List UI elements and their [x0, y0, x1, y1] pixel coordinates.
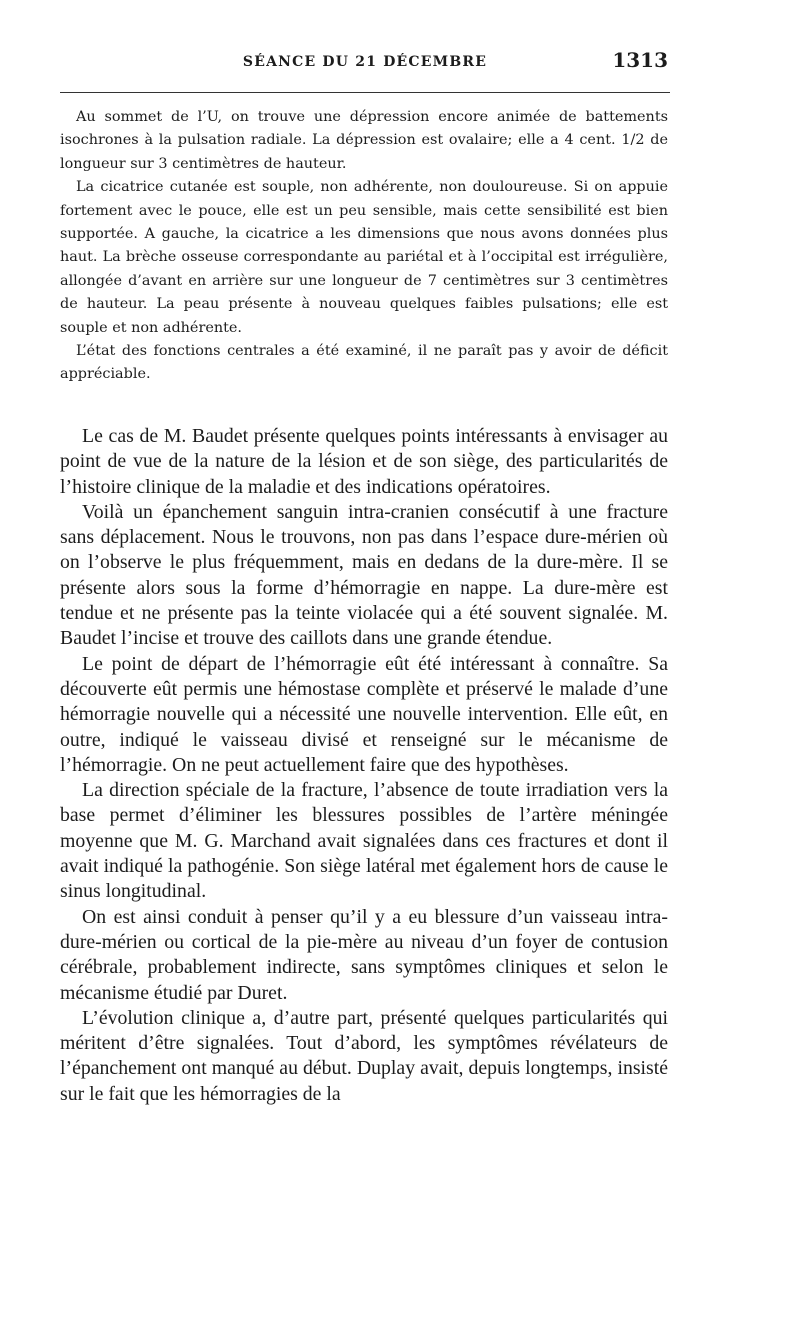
discussion-paragraph: Le point de départ de l’hémorragie eût été intéressant à connaître. Sa découverte eût permis une hémostase complète et préservé le malade d’une hémorragie nouvelle qui a nécessité une nouvelle intervention. Elle eût, en outre, indiqué le vaisseau divisé et renseigné sur le mécanisme de l’hémorragie. On ne peut actuellement faire que des hypothèses.	[60, 652, 668, 776]
page	[60, 0, 670, 1340]
discussion-paragraph: La direction spéciale de la fracture, l’absence de toute irradiation vers la base permet d’éliminer les blessures possibles de l’artère méningée moyenne que M. G. Marchand avait signalées dans ces fractures et dont il avait indiqué la pathogénie. Son siège latéral met également hors de cause le sinus longitudinal.	[60, 779, 668, 903]
discussion	[60, 424, 668, 1107]
case-note-paragraph: La cicatrice cutanée est souple, non adhérente, non douloureuse. Si on appuie fortement avec le pouce, elle est un peu sensible, mais cette sensibilité est bien supportée. A gauche, la cicatrice a les dimensions que nous avons données plus haut. La brèche osseuse correspondante au pariétal et à l’occipital est irrégulière, allongée d’avant en arrière sur une longueur de 7 centimètres sur 3 centimètres de hauteur. La peau présente à nouveau quelques faibles pulsations; elle est souple et non adhérente.	[60, 179, 668, 336]
page-header	[60, 48, 670, 78]
case-notes	[60, 106, 668, 387]
discussion-paragraph: On est ainsi conduit à penser qu’il y a eu blessure d’un vaisseau intra-dure-mérien ou cortical de la pie-mère au niveau d’un foyer de contusion cérébrale, probablement indirecte, sans symptômes cliniques et selon le mécanisme étudié par Duret.	[60, 905, 668, 1004]
page-number: 1313	[612, 48, 668, 72]
header-rule	[60, 92, 670, 93]
case-note-paragraph: L’état des fonctions centrales a été examiné, il ne paraît pas y avoir de déficit appréciable.	[60, 343, 668, 383]
case-note-paragraph: Au sommet de l’U, on trouve une dépression encore animée de battements isochrones à la pulsation radiale. La dépression est ovalaire; elle a 4 cent. 1/2 de longueur sur 3 centimètres de hauteur.	[60, 109, 668, 172]
discussion-paragraph: Le cas de M. Baudet présente quelques points intéressants à envisager au point de vue de la nature de la lésion et de son siège, des particularités de l’histoire clinique de la maladie et des indications opératoires.	[60, 425, 668, 498]
running-head: SÉANCE DU 21 DÉCEMBRE	[242, 54, 488, 70]
discussion-paragraph: L’évolution clinique a, d’autre part, présenté quelques particularités qui méritent d’être signalées. Tout d’abord, les symptômes révélateurs de l’épanchement ont manqué au début. Duplay avait, depuis longtemps, insisté sur le fait que les hémorragies de la	[60, 1006, 668, 1105]
discussion-paragraph: Voilà un épanchement sanguin intra-cranien consécutif à une fracture sans déplacement. Nous le trouvons, non pas dans l’espace dure-mérien où on l’observe le plus fréquemment, mais en dedans de la dure-mère. Il se présente alors sous la forme d’hémorragie en nappe. La dure-mère est tendue et ne présente pas la teinte violacée qui a été souvent signalée. M. Baudet l’incise et trouve des caillots dans une grande étendue.	[60, 500, 668, 650]
